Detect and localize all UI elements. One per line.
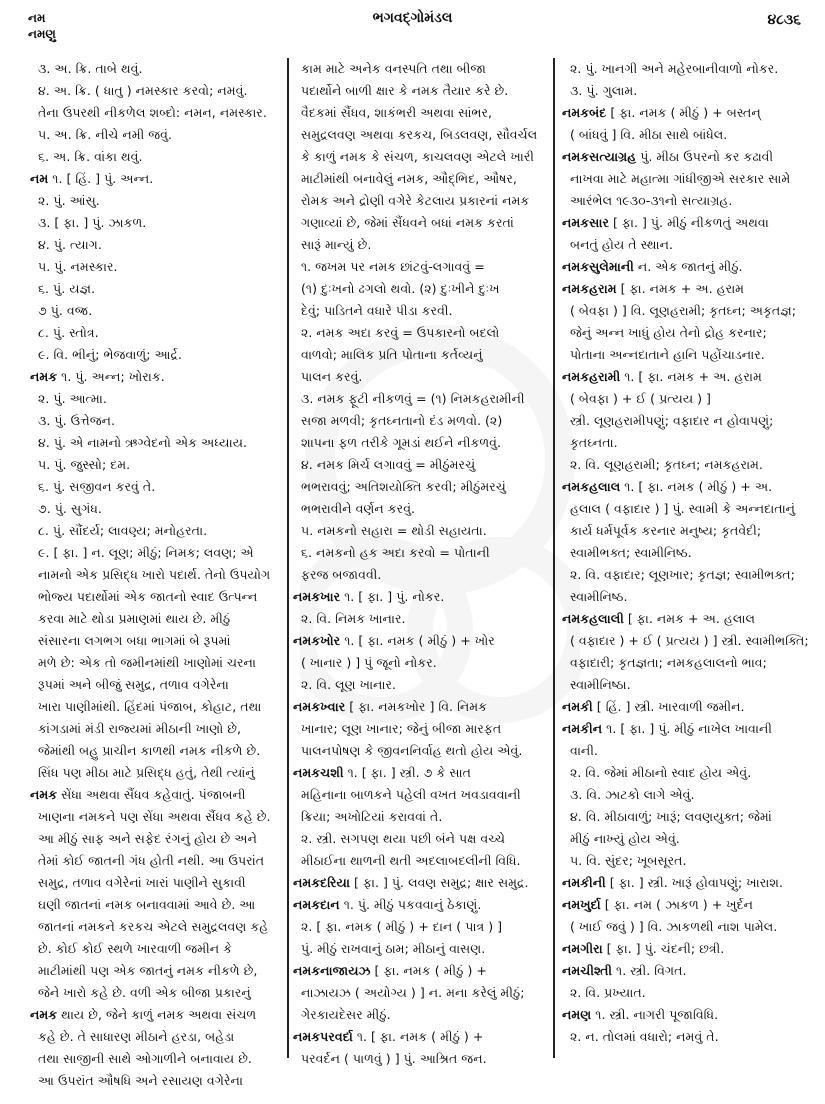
entry-line: ( ખાનાર ) ] પું જૂનો નોકર. [301, 655, 437, 670]
entry-line: ૫. પું. જુસ્સો; દમ. [38, 457, 131, 472]
entry-line: ૫. પું. નમસ્કાર. [38, 259, 118, 274]
entry-line: ગેરકાયદેસર મીઠું. [301, 1007, 391, 1022]
headword: નમક [30, 1007, 58, 1022]
entry-line: પદાર્થોને બાળી ક્ષાર કે નમક તૈયાર કરે છે. [301, 83, 509, 98]
entry-line: તથા સાજીની સાથે ઓગાળીને બનાવાય છે. [38, 1051, 252, 1066]
entry-headword-line: નમકદરિયા [ ફા. ] પું. લવણ સમુદ્ર; ક્ષાર સમુદ્ર. [293, 875, 529, 890]
guide-word-first: નમ [28, 11, 46, 25]
entry-headword-line: નમકહલાલ ૧. [ ફા. નમક ( મીઠું ) + અ. [562, 479, 773, 494]
entry-headword-line: નમકખોર ૧. [ ફા. નમક ( મીઠું ) + ખોર [293, 633, 495, 648]
entry-line: ખારા પાણીમાંથી. હિંદમાં પંજાબ, કોહાટ, તથા [38, 699, 262, 714]
entry-line: ૨. વિ. જેમાં મીઠાનો સ્વાદ હોય એવું. [570, 765, 752, 780]
entry-headword-line: નમચીશ્તી ૧. સ્ત્રી. વિગત. [562, 963, 687, 978]
entry-headword-line: નમકપરવર્દા ૧. [ ફા. નમક ( મીઠું ) + [293, 1029, 484, 1044]
entry-headword-line: નમકહલાલી [ ફા. નમક + અ. હલાલ [562, 611, 755, 626]
headword: નમકસુલેમાની [562, 259, 634, 274]
headword: નમકનાજાયઝ [293, 963, 371, 978]
entry-line: માટીમાંથી બનાવેલું નમક, ઔદ્‌ભિદ, ઔષર, [301, 171, 517, 186]
entry-line: ૨. સ્ત્રી. સગપણ થયા પછી બંને પક્ષ વચ્ચે [301, 831, 506, 846]
entry-line: રોમક અને દ્રોણી વગેરે કેટલાય પ્રકારનાં નમક [301, 193, 530, 208]
entry-line: જાતનાં નમકને કરકચ એટલે સમુદ્રલવણ કહે [38, 919, 269, 934]
entry-line: ૨. પું. આત્મા. [38, 391, 107, 406]
entry-line: સંસારના લગભગ બધા ભાગમાં બે રૂપમાં [38, 633, 231, 648]
headword: નમકીની [562, 875, 606, 890]
entry-line: ૬. પું. સજીવન કરવું તે. [38, 479, 156, 494]
entry-line: ૨. પું. ખાનગી અને મહેરબાનીવાળો નોકર. [570, 61, 779, 76]
entry-line: પાલનપોષણ કે જીવનનિર્વાહ થતો હોય એવું. [301, 743, 523, 758]
entry-line: ૨. વિ. લૂણ ખાનાર. [301, 677, 397, 692]
entry-line: ૩. નમક ફૂટી નીકળવું = (૧) નિમકહરામીની [301, 391, 525, 406]
entry-line: ભભરાવવું; અતિશયોક્તિ કરવી; મીઠુંમરચું [301, 479, 506, 494]
entry-line: વાળવો; માલિક પ્રતિ પોતાના કર્તવ્યનું [301, 347, 483, 362]
entry-line: ફરજ બજાવવી. [301, 567, 382, 582]
entry-line: ઘણી જાતનાં નમક બનાવવામાં આવે છે. આ [38, 897, 256, 912]
entry-line: પરવર્દન ( પાળવું ) ] પું. આશ્રિત જન. [301, 1051, 487, 1066]
page-header [0, 0, 825, 50]
entry-line: તેના ઉપરથી નીકળેલ શબ્દો: નમન, નમસ્કાર. [38, 105, 267, 120]
headword: નમકખોર [293, 633, 341, 648]
entry-line: સ્વામીનિષ્ઠા. [570, 677, 631, 692]
headword: નમચીશ્તી [562, 963, 613, 978]
entry-line: સ્વામીનિષ્ઠ. [570, 589, 628, 604]
entry-line: ૮. પું. સૌંદર્ય; લાવણ્ય; મનોહરતા. [38, 523, 208, 538]
entry-line: વૈદકમાં સૈંધવ, શાકંભરી અથવા સાંભર, [301, 105, 492, 120]
entry-line: સજા મળવી; કૃતઘ્નતાનો દંડ મળવો. (૨) [301, 413, 503, 428]
entry-line: સમુદ્રલવણ અથવા કરકચ, બિડલવણ, સૌવર્ચલ [301, 127, 538, 142]
entry-line: ક્રિયા; અખોટિયાં કરાવવાં તે. [301, 809, 443, 824]
entry-line: પોતાના અન્નદાતાને હાનિ પહોંચાડનાર. [570, 347, 765, 362]
entry-line: ભભરાવીને વર્ણન કરવું. [301, 501, 416, 516]
headword: નમકહલાલી [562, 611, 624, 626]
entry-line: ૪. પું. એ નામનો ઋગ્વેદનો એક અધ્યાય. [38, 435, 248, 450]
entry-line: રૂપમાં અને બીજું સમુદ્ર, તળાવ વગેરેના [38, 677, 229, 692]
left-column [30, 58, 285, 1088]
entry-line: આ ઉપરાંત ઔષધિ અને રસાયણ વગેરેના [38, 1073, 243, 1088]
entry-line: સ્વામીભક્ત; સ્વામીનિષ્ઠ. [570, 545, 692, 560]
entry-line: જેને ખારો કહે છે. વળી એક બીજા પ્રકારનું [38, 985, 251, 1000]
entry-line: નાખવા માટે મહાત્મા ગાંધીજીએ સરકાર સામે [570, 171, 791, 186]
entry-line: જેનું અન્ન ખાધું હોય તેનો દ્રોહ કરનાર; [570, 325, 767, 340]
entry-line: ૨. ન. તોલમાં વધારો; નમવું તે. [570, 1029, 719, 1044]
entry-line: માટીમાંથી પણ એક જાતનું નમક નીકળે છે, [38, 963, 258, 978]
entry-headword-line: નમકીન ૧. [ ફા. ] પું. મીઠું નાખેલ ખાવાની [562, 721, 772, 736]
entry-line: ( વફાદાર ) + ઈ ( પ્રત્યય ) ] સ્ત્રી. સ્વામીભક્તિ; [570, 633, 809, 648]
entry-line: ભોજ્ય પદાર્થોમાં એક જાતનો સ્વાદ ઉત્પન્ન [38, 589, 258, 604]
guide-word-last: નમણુ [28, 27, 56, 41]
entry-line: દેવું; પાડિતને વધારે પીડા કરવી. [301, 303, 453, 318]
headword: નમકખ્વાર [293, 699, 346, 714]
headword: નમકબંદ [562, 105, 607, 120]
entry-line: ૨. વિ. નિમક ખાનાર. [301, 611, 406, 626]
headword: નમણ [562, 1007, 592, 1022]
entry-line: ૬. પું. યજ્ઞ. [38, 281, 96, 296]
headword: નમકપરવર્દા [293, 1029, 353, 1044]
entry-line: ૫. વિ. સુંદર; ખૂબસૂરત. [570, 853, 687, 868]
entry-line: સમુદ્ર, તળાવ વગેરેનાં ખારાં પાણીને સુકાવી [38, 875, 246, 890]
entry-line: ૧. જખમ પર નમક છાંટવું-લગાવવું = [301, 259, 485, 274]
headword: નમકખાર [293, 589, 341, 604]
entry-headword-line: નમકખ્વાર [ ફા. નમકખોર ] વિ. નિમક [293, 699, 488, 714]
headword: નમક [30, 787, 58, 802]
entry-line: ૮. પું. સ્તોત્ર. [38, 325, 99, 340]
entry-headword-line: નમક સેંધા અથવા સૈંધવ કહેવાતું. પંજાબની [30, 787, 246, 802]
entry-line: સ્ત્રી. લૂણહરામીપણું; વફાદાર ન હોવાપણું; [570, 413, 774, 428]
entry-line: છે. કોઈ કોઈ સ્થળે ખારવાળી જમીન કે [38, 941, 232, 956]
headword: નમકહરામ [562, 281, 617, 296]
entry-headword-line: નમકનાજાયઝ [ ફા. નમક ( મીઠું ) + [293, 963, 487, 978]
entry-line: મીઠું નાખ્યું હોય એવું. [570, 831, 680, 846]
headword: નમ [30, 171, 49, 186]
entry-line: ૫. અ. ક્રિ. નીચે નમી જવું. [38, 127, 173, 142]
entry-headword-line: નમકદાન ૧. પું. મીઠું પકવવાનું ઠેકાણું. [293, 897, 482, 912]
entry-headword-line: નમક ૧. પું. અન્ન; ખોરાક. [30, 369, 165, 384]
entry-headword-line: નમકસુલેમાની ન. એક જાતનું મીઠું. [562, 259, 743, 274]
entry-line: આ મીઠું સાફ અને સફેદ રંગનું હોય છે અને [38, 831, 257, 846]
column-divider [287, 58, 289, 1058]
entry-line: આરંભેલ ૧૯૩૦-૩૧નો સત્યાગ્રહ. [570, 193, 733, 208]
headword: નમકચશી [293, 765, 344, 780]
entry-headword-line: નમ ૧. [ હિં. ] પું. અન્ન. [30, 171, 154, 186]
entry-headword-line: નમકી [ હિં. ] સ્ત્રી. ખારવાળી જમીન. [562, 699, 745, 714]
entry-line: તેમાં કોઈ જાતની ગંધ હોતી નથી. આ ઉપરાંત [38, 853, 265, 868]
page-number: ૪૮૩૬ [767, 12, 801, 28]
entry-line: ૯. [ ફા. ] ન. લૂણ; મીઠું; નિમક; લવણ; એ [38, 545, 254, 560]
entry-headword-line: નમખુર્દા [ ફા. નમ ( ઝાકળ ) + ખુર્દન [562, 897, 754, 912]
entry-headword-line: નમક થાય છે, જેને કાળું નમક અથવા સંચળ [30, 1007, 257, 1022]
entry-line: સારૂં માન્યું છે. [301, 237, 372, 252]
entry-line: ખાણના નમકને પણ સેંધા અથવા સૈંધવ કહે છે. [38, 809, 271, 824]
entry-headword-line: નમકખાર ૧. [ ફા. ] પું. નોકર. [293, 589, 445, 604]
entry-headword-line: નમણ ૧. સ્ત્રી. નાગરી પૂજાવિધિ. [562, 1007, 719, 1022]
headword: નમખુર્દા [562, 897, 601, 912]
entry-line: સિંધ પણ મીઠા માટે પ્રસિદ્ધ હતું, તેથી ત્યાંનું [38, 765, 255, 780]
entry-line: વફાદારી; કૃતજ્ઞતા; નમકહલાલનો ભાવ; [570, 655, 767, 670]
headword: નમકહલાલ [562, 479, 621, 494]
headword: નમકી [562, 699, 593, 714]
entry-line: ૨. વિ. પ્રખ્યાત. [570, 985, 646, 1000]
running-title: ભગવદ્ગોમંડલ [372, 10, 453, 26]
headword: નમકહરામી [562, 369, 621, 384]
entry-line: મીઠાઈના થાળની થતી અદલાબદલીની વિધિ. [301, 853, 521, 868]
entry-headword-line: નમકસાર [ ફા. ] પું. મીઠું નીકળતું અથવા [562, 215, 769, 230]
entry-line: ૬. નમકનો હક અદા કરવો = પોતાની [301, 545, 490, 560]
entry-line: કૃતઘ્નતા. [570, 435, 618, 450]
entry-line: ૪. વિ. મીઠાવાળું; ખારૂં; લવણયુક્ત; જેમાં [570, 809, 772, 824]
entry-line: ૭. પું. સુગંધ. [38, 501, 102, 516]
middle-column [293, 58, 551, 1066]
entry-line: ૫. નમકનો સહારા = થોડી સહાયતા. [301, 523, 487, 538]
entry-line: ( ખાઈ જવું ) ] વિ. ઝાકળથી નાશ પામેલ. [570, 919, 778, 934]
entry-line: ૪. અ. ક્રિ. ( ધાતુ ) નમસ્કાર કરવો; નમવું. [38, 83, 248, 98]
headword: નમકસાર [562, 215, 609, 230]
entry-line: પું. મીઠું રાખવાનું ઠામ; મીઠાનું વાસણ. [301, 941, 486, 956]
entry-line: નાઝાયઝ ( અયોગ્ય ) ] ન. મના કરેલું મીઠું; [301, 985, 525, 1000]
entry-line: ૨. વિ. લૂણહરામી; કૃતઘ્ન; નમકહરામ. [570, 457, 763, 472]
entry-line: કાર્ય ધર્મપૂર્વક કરનાર મનુષ્ય; કૃતવેદી; [570, 523, 762, 538]
entry-line: ૪. પું. ત્યાગ. [38, 237, 102, 252]
entry-line: મળે છે: એક તો જમીનમાંથી ખાણોમાં ચરના [38, 655, 257, 670]
entry-line: ૩. વિ. ઝાટકો લાગે એવું. [570, 787, 695, 802]
entry-line: (૧) દુઃખનો ઢગલો થવો. (૨) દુઃખીને દુઃખ [301, 281, 500, 296]
entry-line: ૨. નમક અદા કરવું = ઉપકારનો બદલો [301, 325, 500, 340]
entry-headword-line: નમકીની [ ફા. ] સ્ત્રી. ખારૂં હોવાપણું; ખારાશ. [562, 875, 784, 890]
headword: નમકદાન [293, 897, 340, 912]
entry-line: કે કાળું નમક કે સંચળ, કાચલવણ એટલે ખારી [301, 149, 534, 164]
headword: નમગીરા [562, 941, 603, 956]
entry-line: મહિનાના બાળકને પહેલી વખત ખવડાવવાની [301, 787, 521, 802]
entry-line: ૩. અ. ક્રિ. તાબે થવું. [38, 61, 143, 76]
entry-line: ( બેવફા ) ] વિ. લૂણહરામી; કૃતઘ્ન; અકૃતજ્ઞ; [570, 303, 797, 318]
entry-line: કાંગડામાં મંડી રાજ્યમાં મીઠાની ખાણો છે, [38, 721, 242, 736]
entry-line: ૩. [ ફા. ] પું. ઝાકળ. [38, 215, 147, 230]
entry-line: કહે છે. તે સાધારણ મીઠાને હરડા, બહેડા [38, 1029, 235, 1044]
entry-line: ૬. અ. ક્રિ. વાંકા થવું. [38, 149, 143, 164]
entry-headword-line: નમકહરામ [ ફા. નમક + અ. હરામ [562, 281, 745, 296]
dictionary-columns [0, 58, 825, 1088]
entry-line: ૩. પું. ઉત્તેજન. [38, 413, 116, 428]
entry-line: જેમાંથી બહુ પ્રાચીન કાળથી નમક નીકળે છે. [38, 743, 261, 758]
entry-line: ૨. વિ. વફાદાર; લૂણખાર; કૃતજ્ઞ; સ્વામીભક્ત; [570, 567, 795, 582]
entry-line: બનતું હોય તે સ્થાન. [570, 237, 673, 252]
entry-line: કામ માટે અનેક વનસ્પતિ તથા બીજા [301, 61, 486, 76]
entry-line: ૭ પું. વજ્ર. [38, 303, 93, 318]
headword: નમક [30, 369, 58, 384]
entry-line: નામનો એક પ્રસિદ્ધ ખારો પદાર્થ. તેનો ઉપયોગ [38, 567, 271, 582]
entry-line: ૩. પું. ગુલામ. [570, 83, 638, 98]
entry-headword-line: નમગીરા [ ફા. ] પું. ચંદની; છત્રી. [562, 941, 725, 956]
entry-headword-line: નમકસત્યાગ્રહ પું. મીઠા ઉપરનો કર કઢાવી [562, 149, 774, 164]
entry-line: કરવા માટે થોડા પ્રમાણમાં થાય છે. મીઠું [38, 611, 231, 626]
entry-line: ગણાવ્યાં છે, જેમાં સૈંધવને બધાં નમક કરતાં [301, 215, 514, 230]
headword: નમકદરિયા [293, 875, 350, 890]
entry-headword-line: નમકહરામી ૧. [ ફા. નમક + અ. હરામ [562, 369, 762, 384]
column-divider [553, 58, 555, 1058]
entry-line: પાલન કરવું. [301, 369, 363, 384]
entry-line: ખાનાર; લૂણ ખાનાર; જેનું બીજા મારફત [301, 721, 502, 736]
entry-line: ૯. વિ. ભીનું; ભેજવાળું; આર્દ્ર. [38, 347, 182, 362]
entry-headword-line: નમકબંદ [ ફા. નમક ( મીઠું ) + બસ્તન્ [562, 105, 761, 120]
headword: નમકસત્યાગ્રહ [562, 149, 637, 164]
headword: નમકીન [562, 721, 603, 736]
entry-line: ( બેવફા ) + ઈ ( પ્રત્યય ) ] [570, 391, 711, 406]
entry-line: હલાલ ( વફાદાર ) ] પું. સ્વામી કે અન્નદાતાનું [570, 501, 796, 516]
entry-line: ૨. [ ફા. નમક ( મીઠું ) + દાન ( પાત્ર ) ] [301, 919, 503, 934]
entry-line: શાપના ફળ તરીકે ગૂમડાં થઈને નીકળવું. [301, 435, 502, 450]
entry-line: ૨. પું. આંસુ. [38, 193, 100, 208]
entry-headword-line: નમકચશી ૧. [ ફા. ] સ્ત્રી. ૭ કે સાત [293, 765, 471, 780]
entry-line: વાની. [570, 743, 598, 758]
entry-line: ૪. નમક મિર્ચ લગાવવું = મીઠુંમરચું [301, 457, 476, 472]
right-column [562, 58, 822, 1063]
entry-line: ( બાંધવું ] વિ. મીઠા સાથે બાંધેલ. [570, 127, 728, 142]
